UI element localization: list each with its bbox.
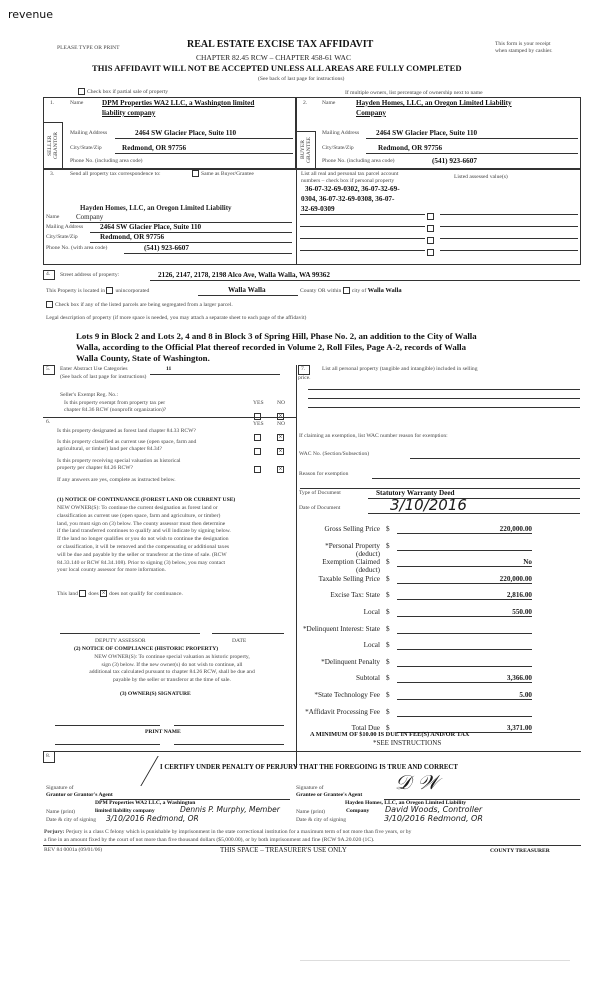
grantor-print-name: DPM Properties WA2 LLC, a Washington (95, 800, 196, 806)
amount-row (300, 625, 570, 635)
amount-row (300, 691, 570, 701)
personal-property-label-2: price. (298, 375, 311, 381)
grantee-signature-label-2: Grantee or Grantee's Agent (296, 792, 363, 798)
amount-label: Local (363, 608, 380, 616)
amount-label: Local (363, 641, 380, 650)
yes-header: YES (253, 421, 264, 427)
faint-line (300, 960, 570, 961)
amount-row (300, 575, 570, 585)
wac-label: WAC No. (Section/Subsection) (299, 451, 370, 457)
dollar-sign: $ (386, 707, 390, 716)
grantee-signer[interactable]: David Woods, Controller (385, 805, 483, 814)
name-print-label: Name (print) (46, 809, 76, 815)
grantee-signature-label: Signature of (296, 785, 324, 791)
certify-statement: I CERTIFY UNDER PENALTY OF PERJURY THAT THE FOREGOING IS TRUE AND CORRECT (160, 764, 458, 771)
yes-header: YES (253, 400, 264, 406)
buyer-name-line-2[interactable]: Company (356, 109, 386, 117)
grantor-label: GRANTOR (53, 132, 59, 160)
doc-date[interactable]: 3/10/2016 (390, 496, 467, 514)
amount-row (300, 658, 570, 668)
doc-date-label: Date of Document (299, 505, 341, 511)
historic-question-2: property per chapter 84.26 RCW? (57, 465, 133, 471)
does-qualify-checkbox[interactable] (79, 590, 86, 597)
amount-value[interactable]: 3,371.00 (397, 724, 532, 733)
revenue-logo: revenue (8, 8, 54, 21)
street-label: Street address of property: (60, 272, 120, 278)
unincorporated-label: unincorporated (115, 287, 150, 294)
buyer-name[interactable]: Hayden Homes, LLC, an Oregon Limited Liability (356, 99, 512, 107)
grantee-label: GRANTEE (306, 136, 312, 164)
amount-label: Total Due (351, 724, 380, 733)
doc-type-label: Type of Document (299, 490, 341, 496)
parcel-label-2: numbers – check box if personal property (301, 178, 395, 184)
amount-label: Excise Tax: State (330, 591, 380, 600)
seller-name[interactable]: DPM Properties WA2 LLC, a Washington limited (102, 99, 255, 107)
amount-row (300, 591, 570, 601)
section-6-number: 6. (46, 419, 51, 425)
correspondence-city[interactable]: Redmond, OR 97756 (100, 233, 165, 241)
parcel-numbers[interactable]: 36-07-32-69-0302, 36-07-32-69- (305, 185, 400, 193)
city-checkbox[interactable] (343, 287, 350, 294)
abstract-use-value[interactable]: 11 (166, 366, 172, 372)
wac-field[interactable] (410, 458, 580, 459)
chapters: CHAPTER 82.45 RCW – CHAPTER 458-61 WAC (196, 53, 351, 62)
print-name-label: PRINT NAME (145, 729, 181, 735)
legal-description-label: Legal description of property (if more space is needed, you may attach a separate sheet to each page of the affidavit) (46, 315, 307, 321)
amount-value[interactable]: 220,000.00 (397, 525, 532, 534)
grantor-signature-label: Signature of (46, 785, 74, 791)
section-2-number: 2. (303, 100, 308, 106)
county-treasurer-label: COUNTY TREASURER (490, 848, 550, 854)
seller-name-line-2[interactable]: liability company (102, 109, 156, 117)
amount-value[interactable]: 550.00 (397, 608, 532, 617)
dollar-sign: $ (386, 558, 390, 567)
perjury-text-2: a fine in an amount fixed by the court of not more than five thousand dollars ($5,000.00), or by both imprisonment and fine (RCW 9A.20.020 (1C). (44, 837, 375, 843)
buyer-phone-label: Phone No. (including area code) (322, 158, 395, 164)
notice-compliance-text: NEW OWNER(S): To continue special valuation as historic property, sign (3) below. If the new owner(s) do not wish to continue, all additional tax calculated pursuant to chapter 84.26 RCW, shall be due and payable by the seller or transferor at the time of sale. (89, 654, 255, 683)
property-street-address[interactable]: 2126, 2147, 2178, 2198 Alco Ave, Walla Walla, WA 99362 (158, 271, 330, 279)
grantee-print-name: Hayden Homes, LLC, an Oregon Limited Liability (345, 800, 467, 806)
amount-label: Taxable Selling Price (318, 574, 380, 583)
parcel-numbers-3[interactable]: 32-69-0309 (301, 205, 335, 213)
notice-continuance-text: NEW OWNER(S): To continue the current designation as forest land or classification as current use (open space, farm and agriculture, or timber) land, you must sign on (3) below. The county assessor must then determine if the land transferred continues to qualify and will indicate by signing below. If the land no longer qualifies or you do not wish to continue the designation or classification, it will be removed and the compensating or additional taxes will be due and payable by the seller or transferor at the time of sale. (RCW 84.33.140 or RCW 84.34.108). Prior to signing (3) below, you may contact your local county assessor for more information. (57, 505, 231, 574)
amount-value[interactable] (397, 641, 532, 650)
amount-value[interactable] (397, 708, 532, 717)
historic-no-checkbox[interactable]: × (278, 464, 283, 473)
if-yes-note: If any answers are yes, complete as instructed below. (57, 477, 176, 483)
legal-description-2: Walla, according to the Official Plat thereof recorded in Volume 2, Roll Files, Page A-2, records of Walla (76, 342, 467, 352)
amount-label: *Affidavit Processing Fee (305, 707, 380, 716)
form-revision: REV 84 0001a (09/01/06) (44, 847, 103, 853)
grantee-signature: 𝒟 𝒲 (395, 770, 439, 794)
section-3-number: 3. (50, 171, 55, 177)
owner-signature-line[interactable] (55, 725, 160, 726)
amount-label: *State Technology Fee (314, 691, 380, 699)
buyer-phone[interactable]: (541) 923-6607 (432, 157, 477, 165)
amount-row (300, 708, 570, 718)
correspondence-city-label: City/State/Zip (46, 234, 78, 240)
reason-label: Reason for exemption (299, 471, 349, 477)
amount-row (300, 541, 570, 558)
buyer-city-label: City/State/Zip (322, 145, 354, 151)
seller-city[interactable]: Redmond, OR 97756 (122, 144, 187, 152)
county-or-label: County OR within (300, 288, 342, 294)
seller-address[interactable]: 2464 SW Glacier Place, Suite 110 (135, 129, 237, 137)
same-as-buyer-checkbox[interactable] (192, 170, 254, 177)
receipt-note-1: This form is your receipt (495, 41, 551, 47)
correspondence-address-label: Mailing Address (46, 224, 84, 230)
correspondence-phone[interactable]: (541) 923-6607 (144, 244, 189, 252)
does-not-label: does not qualify for continuance. (109, 590, 183, 597)
seller-city-label: City/State/Zip (70, 145, 102, 151)
section-5-see-back: (See back of last page for instructions) (60, 374, 147, 380)
forest-no-checkbox[interactable]: × (278, 432, 283, 441)
date-city-label: Date & city of signing (296, 817, 347, 823)
dollar-sign: $ (386, 608, 390, 616)
nonprofit-question-2: chapter 84.36 RCW (nonprofit organization)? (64, 407, 167, 413)
nonprofit-no-checkbox[interactable]: × (278, 411, 283, 420)
date-city-label: Date & city of signing (46, 817, 97, 823)
section-8-number: 8. (46, 753, 51, 759)
deputy-assessor-label: DEPUTY ASSESSOR (95, 638, 146, 644)
segregated-label: Check box if any of the listed parcels are being segregated from a larger parcel. (55, 301, 233, 308)
notice-compliance-title: (2) NOTICE OF COMPLIANCE (HISTORIC PROPERTY) (74, 646, 219, 652)
form-title: REAL ESTATE EXCISE TAX AFFIDAVIT (187, 39, 374, 50)
see-back: (See back of last page for instructions) (258, 76, 345, 82)
amount-value[interactable] (397, 658, 532, 667)
correspondence-name-line-2[interactable]: Company (76, 213, 104, 221)
amount-value[interactable]: 220,000.00 (397, 575, 532, 584)
minimum-due-note: A MINIMUM OF $10.00 IS DUE IN FEE(S) AND/OR TAX (310, 731, 470, 738)
grantee-date-city[interactable]: 3/10/2016 Redmond, OR (384, 814, 483, 823)
amount-label: *Delinquent Interest: State (302, 624, 380, 633)
amount-label: Gross Selling Price (324, 525, 380, 533)
amount-value[interactable]: 3,366.00 (397, 674, 532, 683)
correspondence-label: Send all property tax correspondence to: (70, 171, 161, 177)
parcel-label: List all real and personal tax parcel account (301, 171, 399, 177)
grantee-print-name-2: Company (346, 808, 370, 814)
current-use-no-checkbox[interactable]: × (278, 446, 283, 455)
amount-value[interactable] (397, 625, 532, 634)
multiple-owners-note: If multiple owners, list percentage of ownership next to name (345, 90, 483, 96)
warning: THIS AFFIDAVIT WILL NOT BE ACCEPTED UNLESS ALL AREAS ARE FULLY COMPLETED (92, 63, 462, 73)
perjury-label: Perjury: (44, 829, 65, 835)
buyer-city[interactable]: Redmond, OR 97756 (378, 144, 443, 152)
section-5-number: 5. (46, 366, 51, 372)
county[interactable]: Walla Walla (228, 286, 266, 294)
grantor-print-name-2: limited liability company (95, 808, 155, 814)
amount-row (300, 525, 570, 535)
amount-row (300, 674, 570, 684)
correspondence-name[interactable]: Hayden Homes, LLC, an Oregon Limited Liability (80, 204, 232, 212)
historic-yes-checkbox[interactable] (254, 460, 263, 478)
owner-signature-label: (3) OWNER(S) SIGNATURE (120, 691, 191, 697)
parcel-numbers-2[interactable]: 0304, 36-07-32-69-0308, 36-07- (301, 195, 395, 203)
dollar-sign: $ (386, 541, 390, 550)
amount-label: Exemption Claimed (deduct) (322, 558, 380, 575)
amount-row (300, 558, 570, 575)
does-label: does (88, 590, 99, 597)
perjury-text: Perjury is a class C felony which is punishable by imprisonment in the state correctional institution for a maximum term of not more than five years, or by (65, 829, 412, 835)
does-not-qualify-checkbox[interactable]: × (101, 589, 106, 597)
current-use-yes-checkbox[interactable] (254, 442, 263, 460)
grantor-signature-mark (91, 756, 158, 786)
personal-property-checkbox[interactable] (427, 243, 436, 261)
amount-value[interactable]: No (397, 558, 532, 567)
grantor-signer[interactable]: Dennis P. Murphy, Member (180, 805, 280, 814)
receipt-note-2: when stamped by cashier. (495, 48, 553, 54)
name-print-label: Name (print) (296, 809, 326, 815)
forest-land-question: Is this property designated as forest land chapter 84.33 RCW? (57, 428, 196, 434)
correspondence-phone-label: Phone No. (with area code) (46, 245, 108, 251)
amount-label: *Personal Property (deduct) (325, 541, 380, 558)
section-1-number: 1. (50, 100, 55, 106)
dollar-sign: $ (386, 674, 390, 683)
amount-row (300, 608, 570, 618)
amount-value[interactable]: 2,816.00 (397, 591, 532, 600)
personal-property-label: List all personal property (tangible and intangible) included in selling (322, 366, 478, 372)
city: Walla Walla (367, 287, 402, 294)
assessed-value-label: Listed assessed value(s) (454, 174, 508, 180)
amount-label: Subtotal (356, 674, 380, 683)
buyer-address-label: Mailing Address (322, 130, 360, 136)
dollar-sign: $ (386, 691, 390, 699)
dollar-sign: $ (386, 624, 390, 633)
section-4-number: 4. (46, 271, 51, 277)
grantor-date-city[interactable]: 3/10/2016 Redmond, OR (106, 814, 199, 823)
segregated-checkbox[interactable] (46, 301, 233, 308)
buyer-name-label: Name (322, 100, 336, 106)
dollar-sign: $ (386, 724, 390, 733)
legal-description-3: Walla County, State of Washington. (76, 353, 210, 363)
correspondence-name-label: Name (46, 214, 60, 220)
amount-label: *Delinquent Penalty (321, 657, 380, 666)
amount-value[interactable] (397, 542, 532, 551)
current-use-question: Is this property classified as current use (open space, farm and (57, 439, 197, 445)
amount-row (300, 641, 570, 651)
partial-sale-label: Check box if partial sale of property (87, 88, 169, 95)
partial-sale-checkbox[interactable] (78, 88, 168, 95)
seller-phone-label: Phone No. (including area code) (70, 158, 143, 164)
legal-description: Lots 9 in Block 2 and Lots 2, 4 and 8 in Block 3 of Spring Hill, Phase No. 2, an addition to the City of Walla (76, 331, 477, 341)
historic-question: Is this property receiving special valuation as historical (57, 458, 181, 464)
this-land-label: This land (57, 590, 78, 597)
no-header: NO (277, 400, 286, 406)
grantor-signature-label-2: Grantor or Grantor's Agent (46, 792, 113, 798)
seller-label: SELLER (47, 135, 53, 157)
dollar-sign: $ (386, 657, 390, 666)
correspondence-address[interactable]: 2464 SW Glacier Place, Suite 110 (100, 223, 202, 231)
dollar-sign: $ (386, 525, 390, 533)
city-of-label: city of (351, 288, 367, 294)
nonprofit-question: Is this property exempt from property tax per (64, 400, 166, 406)
seller-name-label: Name (70, 100, 84, 106)
abstract-use-label: Enter Abstract Use Categories (60, 366, 128, 372)
type-or-print: PLEASE TYPE OR PRINT (57, 45, 120, 51)
section-7-number: 7. (301, 366, 306, 372)
dollar-sign: $ (386, 641, 390, 650)
same-as-buyer-label: Same as Buyer/Grantee (201, 170, 254, 177)
doc-type[interactable]: Statutory Warranty Deed (376, 489, 455, 497)
notice-continuance-title: (1) NOTICE OF CONTINUANCE (FOREST LAND OR CURRENT USE) (57, 497, 236, 503)
see-instructions: *SEE INSTRUCTIONS (373, 739, 442, 747)
dollar-sign: $ (386, 591, 390, 600)
seller-address-label: Mailing Address (70, 130, 108, 136)
no-header: NO (277, 421, 286, 427)
amount-value[interactable]: 5.00 (397, 691, 532, 700)
reason-field[interactable] (372, 478, 580, 479)
buyer-label: BUYER (300, 140, 306, 160)
current-use-question-2: agricultural, or timber) land per chapter 84.34? (57, 446, 162, 452)
date-label: DATE (232, 638, 247, 644)
exemption-label: If claiming an exemption, list WAC number reason for exemption: (299, 433, 448, 439)
exempt-reg-label: Seller's Exempt Reg. No.: (60, 392, 119, 398)
unincorporated-checkbox[interactable] (106, 287, 113, 294)
located-in-label: This Property is located in (46, 287, 106, 294)
dollar-sign: $ (386, 574, 390, 583)
treasurer-space-label: THIS SPACE – TREASURER'S USE ONLY (220, 846, 347, 854)
buyer-address[interactable]: 2464 SW Glacier Place, Suite 110 (376, 129, 478, 137)
